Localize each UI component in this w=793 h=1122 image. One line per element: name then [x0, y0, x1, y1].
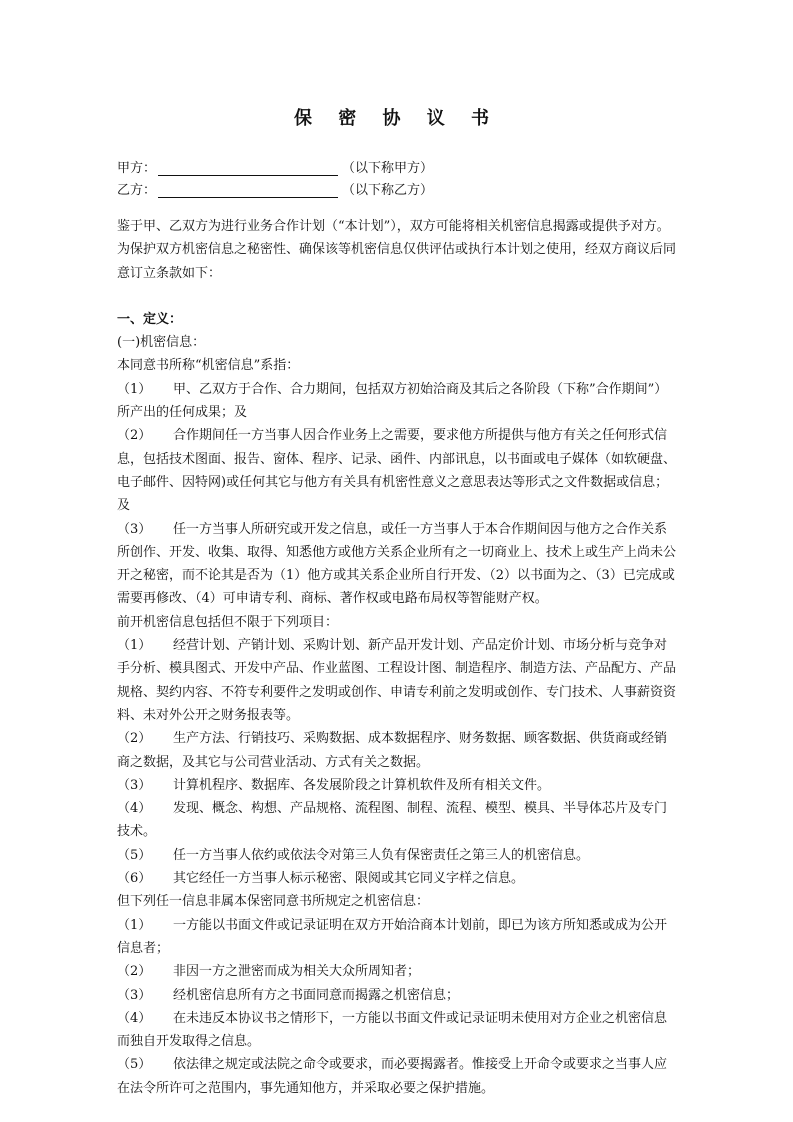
party-b-suffix: （以下称乙方） — [342, 183, 434, 198]
list-item — [117, 634, 679, 727]
item-text: 经营计划、产销计划、采购计划、新产品开发计划、产品定价计划、市场分析与竞争对手分析、模具图式、开发中产品、作业蓝图、工程设计图、制造程序、制造方法、产品配方、产品规格、契约内容、不符专利要件之发明或创作、申请专利前之发明或创作、专门技术、人事薪资资料、未对外公开之财务报表等。 — [117, 638, 677, 723]
list-item — [117, 1053, 679, 1100]
party-b-line — [117, 181, 433, 201]
item-number: （1） — [117, 638, 152, 654]
item-number: （4） — [117, 801, 152, 817]
list-item — [117, 797, 679, 844]
item-text: 任一方当事人所研究或开发之信息，或任一方当事人于本合作期间因与他方之合作关系所创作、开发、收集、取得、知悉他方或他方关系企业所有之一切商业上、技术上或生产上尚未公开之秘密，而不论其是否为（1）他方或其关系企业所自行开发、（2）以书面为之、（3）已完成或需要再修改、（4）可申请专利、商标、著作权或电路布局权等智能财产权。 — [117, 521, 677, 607]
list-item — [117, 1007, 679, 1054]
item-number: （5） — [117, 1057, 152, 1073]
document-title: 保 密 协 议 书 — [293, 108, 500, 129]
party-a-line — [117, 159, 433, 179]
item-text: 其它经任一方当事人标示秘密、限阅或其它同义字样之信息。 — [173, 871, 525, 887]
list-item — [117, 774, 679, 797]
item-text: 发现、概念、构想、产品规格、流程图、制程、流程、模型、模具、半导体芯片及专门技术。 — [117, 801, 668, 840]
item-text: 非因一方之泄密而成为相关大众所周知者； — [173, 964, 421, 980]
item-text: 在未违反本协议书之情形下，一方能以书面文件或记录证明未使用对方企业之机密信息而独自开发取得之信息。 — [117, 1010, 668, 1050]
party-a-label: 甲方： — [117, 161, 157, 176]
item-number: （3） — [117, 987, 152, 1003]
section-heading: 一、定义： — [117, 311, 183, 327]
include-intro: 前开机密信息包括但不限于下列项目： — [117, 614, 339, 630]
item-number: （6） — [117, 871, 152, 887]
item-number: （3） — [117, 521, 152, 537]
list-item — [117, 914, 679, 961]
item-text: 生产方法、行销技巧、采购数据、成本数据程序、财务数据、顾客数据、供货商或经销商之数据，及其它与公司营业活动、方式有关之数据。 — [117, 731, 668, 770]
preamble: 鉴于甲、乙双方为进行业务合作计划（“本计划”），双方可能将相关机密信息揭露或提供予对方。为保护双方机密信息之秘密性、确保该等机密信息仅供评估或执行本计划之使用，经双方商议后同意订立条款如下： — [117, 219, 677, 281]
definition-intro: 本同意书所称“机密信息”系指： — [117, 358, 300, 374]
item-number: （2） — [117, 428, 152, 444]
item-text: 合作期间任一方当事人因合作业务上之需要，要求他方所提供与他方有关之任何形式信息，包括技术图面、报告、窗体、程序、记录、函件、内部讯息，以书面或电子媒体（如软硬盘、电子邮件、因特网)或任何其它与他方有关具有机密性意义之意思表达等形式之文件数据或信息；及 — [117, 428, 677, 514]
item-text: 一方能以书面文件或记录证明在双方开始洽商本计划前，即已为该方所知悉或成为公开信息者； — [117, 917, 668, 956]
list-item — [117, 518, 679, 611]
list-item — [117, 867, 679, 890]
list-item — [117, 960, 679, 983]
party-b-blank — [158, 183, 338, 198]
exclude-intro: 但下列任一信息非属本保密同意书所规定之机密信息： — [117, 894, 430, 910]
item-number: （1） — [117, 381, 152, 397]
party-a-blank — [158, 161, 338, 176]
item-text: 任一方当事人依约或依法令对第三人负有保密责任之第三人的机密信息。 — [173, 847, 590, 863]
item-number: （2） — [117, 731, 152, 747]
list-item — [117, 424, 679, 517]
list-item — [117, 727, 679, 774]
party-a-suffix: （以下称甲方） — [342, 161, 434, 176]
include-list — [117, 634, 679, 890]
item-text: 依法律之规定或法院之命令或要求，而必要揭露者。惟接受上开命令或要求之当事人应在法令所许可之范围内，事先通知他方，并采取必要之保护措施。 — [117, 1057, 668, 1096]
item-text: 经机密信息所有方之书面同意而揭露之机密信息； — [173, 987, 460, 1003]
exclude-list — [117, 914, 679, 1100]
item-number: （2） — [117, 964, 152, 980]
document-body — [117, 215, 679, 1100]
item-number: （1） — [117, 917, 152, 933]
item-number: （5） — [117, 847, 152, 863]
definition-list — [117, 378, 679, 611]
item-number: （4） — [117, 1010, 152, 1026]
item-text: 甲、乙双方于合作、合力期间，包括双方初始洽商及其后之各阶段（下称”合作期间”）所产出的任何成果；及 — [117, 381, 668, 421]
list-item — [117, 844, 679, 867]
party-b-label: 乙方： — [117, 183, 157, 198]
item-number: （3） — [117, 777, 152, 793]
list-item — [117, 378, 679, 425]
list-item — [117, 984, 679, 1007]
subsection-heading: (一)机密信息： — [117, 335, 206, 351]
item-text: 计算机程序、数据库、各发展阶段之计算机软件及所有相关文件。 — [173, 777, 551, 793]
